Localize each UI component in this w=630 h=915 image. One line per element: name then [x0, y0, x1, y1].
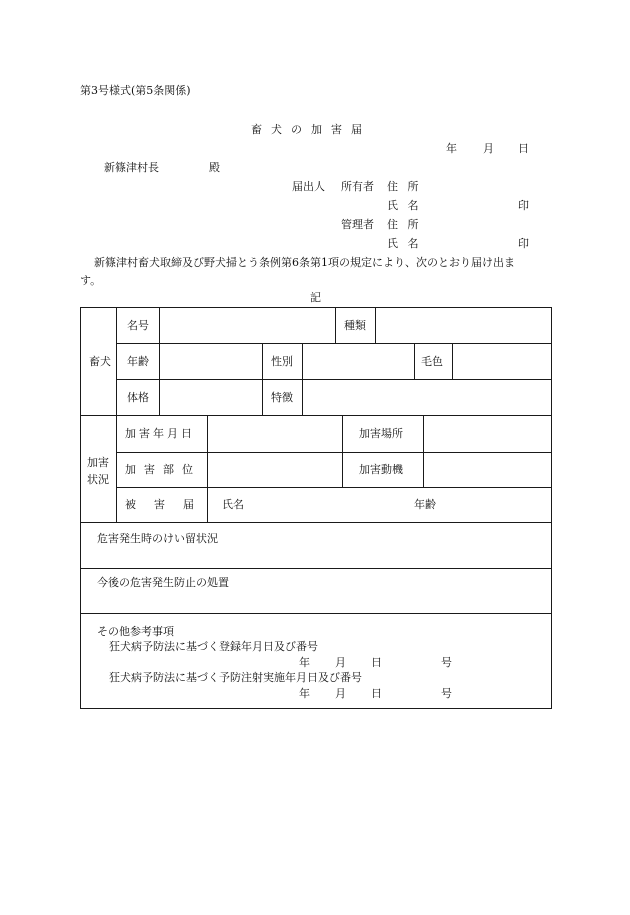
vaccination-month: 月: [335, 687, 346, 700]
owner-address-label: 住 所: [387, 180, 422, 193]
body-text-line2: す。: [80, 274, 102, 287]
addressee-honorific: 殿: [209, 161, 220, 174]
rule: [262, 343, 263, 415]
dog-color-label: 毛色: [421, 355, 443, 368]
vaccination-number: 号: [441, 687, 452, 700]
rule: [423, 415, 424, 487]
dog-breed-label: 種類: [344, 319, 366, 332]
victim-name-label: 氏名: [222, 498, 244, 511]
rule: [80, 522, 552, 523]
rule: [342, 415, 343, 487]
registration-day: 日: [371, 656, 382, 669]
rule: [302, 343, 303, 415]
victim-age-label: 年齢: [414, 498, 436, 511]
victim-report-label: 被害届: [125, 498, 212, 511]
registration-year: 年: [299, 656, 310, 669]
dog-features-label: 特徴: [271, 391, 293, 404]
vaccination-day: 日: [371, 687, 382, 700]
owner-seal: 印: [518, 199, 529, 212]
date-month-label: 月: [483, 142, 494, 155]
dog-build-label: 体格: [127, 391, 149, 404]
incident-section-label-1: 加害: [87, 456, 109, 469]
incident-place-label: 加害場所: [359, 427, 403, 440]
manager-label: 管理者: [341, 218, 374, 231]
rule: [116, 487, 552, 488]
rule: [80, 613, 552, 614]
rule: [116, 343, 552, 344]
registration-month: 月: [335, 656, 346, 669]
registration-number: 号: [441, 656, 452, 669]
incident-motive-label: 加害動機: [359, 463, 403, 476]
dog-sex-label: 性別: [271, 355, 293, 368]
dog-section-label: 畜犬: [89, 355, 111, 368]
rule: [116, 379, 552, 380]
manager-name-label: 氏 名: [387, 237, 422, 250]
other-heading: その他参考事項: [97, 625, 174, 638]
vaccination-year: 年: [299, 687, 310, 700]
incident-body-part-label: 加害部位: [125, 463, 201, 476]
rule: [414, 343, 415, 379]
dog-name-label: 名号: [127, 319, 149, 332]
owner-name-label: 氏 名: [387, 199, 422, 212]
rule: [116, 307, 117, 522]
date-year-label: 年: [446, 142, 457, 155]
applicant-label: 届出人: [292, 180, 325, 193]
rule: [80, 415, 552, 416]
owner-label: 所有者: [341, 180, 374, 193]
incident-section-label-2: 状況: [87, 473, 109, 486]
body-text-line1: 新篠津村畜犬取締及び野犬掃とう条例第6条第1項の規定により、次のとおり届け出ま: [94, 256, 515, 269]
ki-label: 記: [310, 291, 321, 304]
detention-label: 危害発生時のけい留状況: [97, 532, 218, 545]
manager-seal: 印: [518, 237, 529, 250]
incident-date-label: 加害年月日: [125, 427, 195, 440]
rule: [80, 568, 552, 569]
addressee: 新篠津村長: [104, 161, 159, 174]
form-number: 第3号様式(第5条関係): [80, 84, 191, 97]
rule: [159, 307, 160, 415]
rule: [116, 452, 552, 453]
dog-age-label: 年齢: [127, 355, 149, 368]
rule: [335, 307, 336, 343]
prevention-label: 今後の危害発生防止の処置: [97, 576, 229, 589]
vaccination-label: 狂犬病予防法に基づく予防注射実施年月日及び番号: [109, 671, 362, 684]
date-day-label: 日: [518, 142, 529, 155]
form-title: 畜犬の加害届: [251, 123, 371, 136]
rule: [375, 307, 376, 343]
rule: [452, 343, 453, 379]
registration-label: 狂犬病予防法に基づく登録年月日及び番号: [109, 640, 318, 653]
manager-address-label: 住 所: [387, 218, 422, 231]
